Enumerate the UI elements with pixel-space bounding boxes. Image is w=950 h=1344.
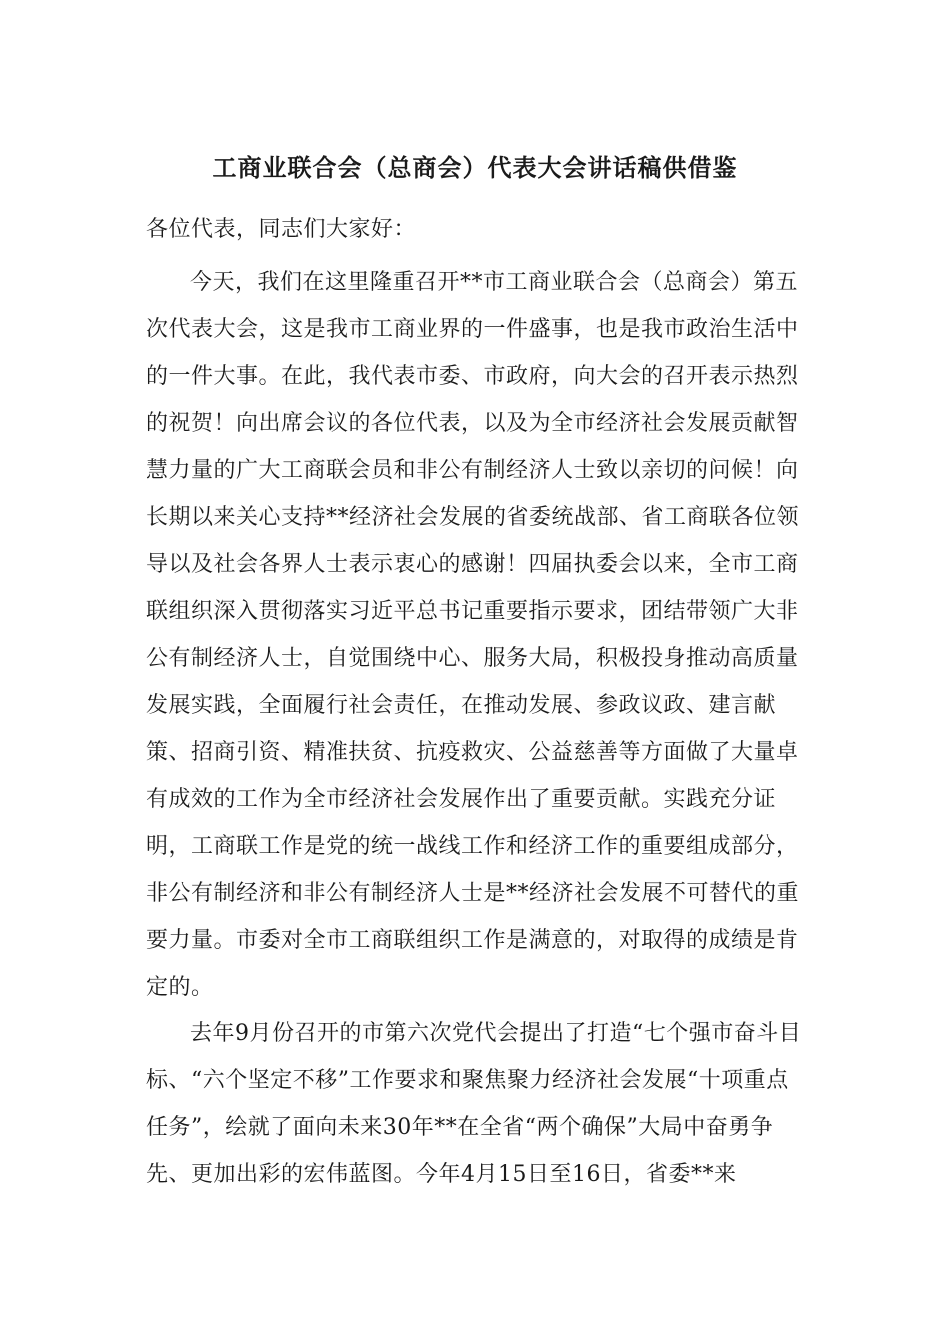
paragraph-2: 去年9月份召开的市第六次党代会提出了打造“七个强市奋斗目标、“六个坚定不移”工作要求和聚焦聚力经济社会发展“十项重点任务”，绘就了面向未来30年**在全省“两个确保”大局中奋勇争先、更加出彩的宏伟蓝图。今年4月15日至16日，省委**来 [146, 1021, 802, 1187]
document-title: 工商业联合会（总商会）代表大会讲话稿供借鉴 [212, 153, 738, 182]
salutation: 各位代表，同志们大家好： [146, 217, 417, 242]
paragraph-1: 今天，我们在这里隆重召开**市工商业联合会（总商会）第五次代表大会，这是我市工商业界的一件盛事，也是我市政治生活中的一件大事。在此，我代表市委、市政府，向大会的召开表示热烈的祝贺！向出席会议的各位代表，以及为全市经济社会发展贡献智慧力量的广大工商联会员和非公有制经济人士致以亲切的问候！向长期以来关心支持**经济社会发展的省委统战部、省工商联各位领导以及社会各界人士表示衷心的感谢！四届执委会以来，全市工商联组织深入贯彻落实习近平总书记重要指示要求，团结带领广大非公有制经济人士，自觉围绕中心、服务大局，积极投身推动高质量发展实践，全面履行社会责任，在推动发展、参政议政、建言献策、招商引资、精准扶贫、抗疫救灾、公益慈善等方面做了大量卓有成效的工作为全市经济社会发展作出了重要贡献。实践充分证明，工商联工作是党的统一战线工作和经济工作的重要组成部分，非公有制经济和非公有制经济人士是**经济社会发展不可替代的重要力量。市委对全市工商联组织工作是满意的，对取得的成绩是肯定的。 [146, 270, 800, 1000]
